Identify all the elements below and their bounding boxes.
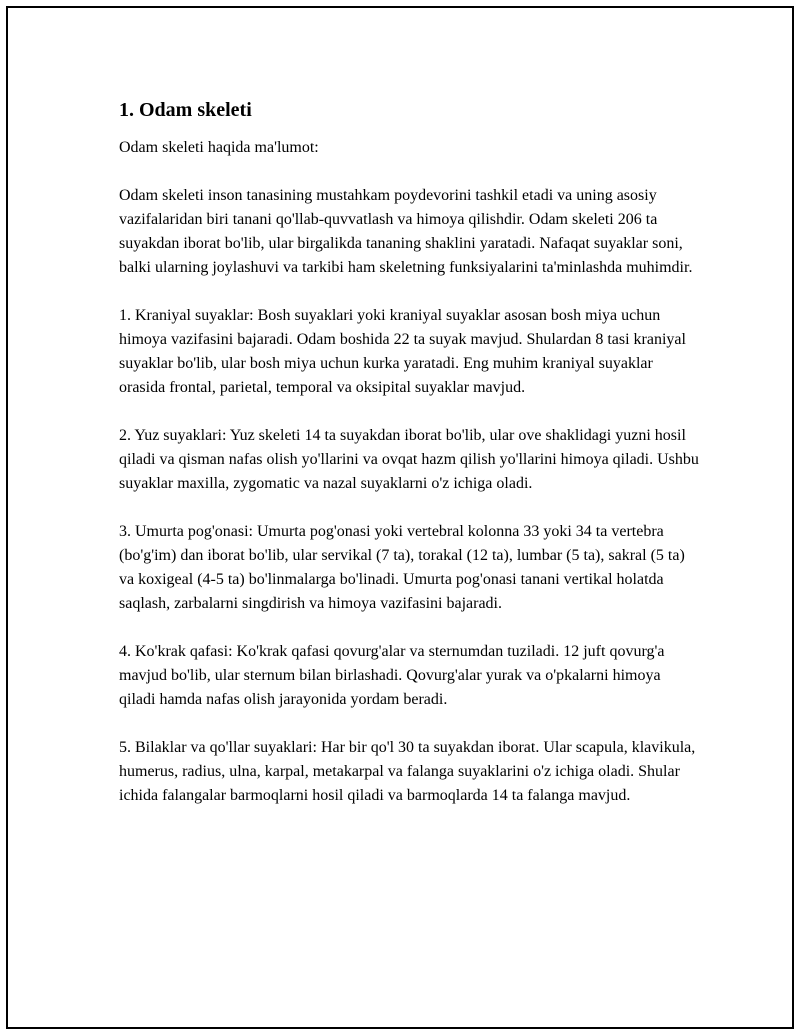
document-title: 1. Odam skeleti	[119, 99, 252, 121]
paragraph-arm-bones: 5. Bilaklar va qo'llar suyaklari: Har bir qo'l 30 ta suyakdan iborat. Ular scapula, klavikula, humerus, radius, ulna, karpal, metakarpal va falanga suyaklarini o'z ichiga oladi. Shular ichida falangalar barmoqlarni hosil qiladi va barmoqlarda 14 ta falanga mavjud.	[119, 739, 696, 804]
paragraph-facial-bones: 2. Yuz suyaklari: Yuz skeleti 14 ta suyakdan iborat bo'lib, ular ove shaklidagi yuzni hosil qiladi va qisman nafas olish yo'llarini va ovqat hazm qilish yo'llarini himoya qiladi. Ushbu suyaklar maxilla, zygomatic va nazal suyaklarni o'z ichiga oladi.	[119, 427, 699, 492]
page-frame	[6, 6, 794, 1029]
paragraph-overview: Odam skeleti inson tanasining mustahkam poydevorini tashkil etadi va uning asosiy vazifalaridan biri tanani qo'llab-quvvatlash va himoya qilishdir. Odam skeleti 206 ta suyakdan iborat bo'lib, ular birgalikda tananing shaklini yaratadi. Nafaqat suyaklar soni, balki ularning joylashuvi va tarkibi ham skeletning funksiyalarini ta'minlashda muhimdir.	[119, 187, 693, 276]
document-body	[119, 98, 699, 832]
document-intro: Odam skeleti haqida ma'lumot:	[119, 139, 319, 156]
paragraph-cranial-bones: 1. Kraniyal suyaklar: Bosh suyaklari yoki kraniyal suyaklar asosan bosh miya uchun himoya vazifasini bajaradi. Odam boshida 22 ta suyak mavjud. Shulardan 8 tasi kraniyal suyaklar bo'lib, ular bosh miya uchun kurka yaratadi. Eng muhim kraniyal suyaklar orasida frontal, parietal, temporal va oksipital suyaklar mavjud.	[119, 307, 686, 396]
paragraph-rib-cage: 4. Ko'krak qafasi: Ko'krak qafasi qovurg'alar va sternumdan tuziladi. 12 juft qovurg'a mavjud bo'lib, ular sternum bilan birlashadi. Qovurg'alar yurak va o'pkalarni himoya qiladi hamda nafas olish jarayonida yordam beradi.	[119, 643, 665, 708]
paragraph-spine: 3. Umurta pog'onasi: Umurta pog'onasi yoki vertebral kolonna 33 yoki 34 ta vertebra (bo'g'im) dan iborat bo'lib, ular servikal (7 ta), torakal (12 ta), lumbar (5 ta), sakral (5 ta) va koxigeal (4-5 ta) bo'linmalarga bo'linadi. Umurta pog'onasi tanani vertikal holatda saqlash, zarbalarni singdirish va himoya vazifasini bajaradi.	[119, 523, 685, 612]
